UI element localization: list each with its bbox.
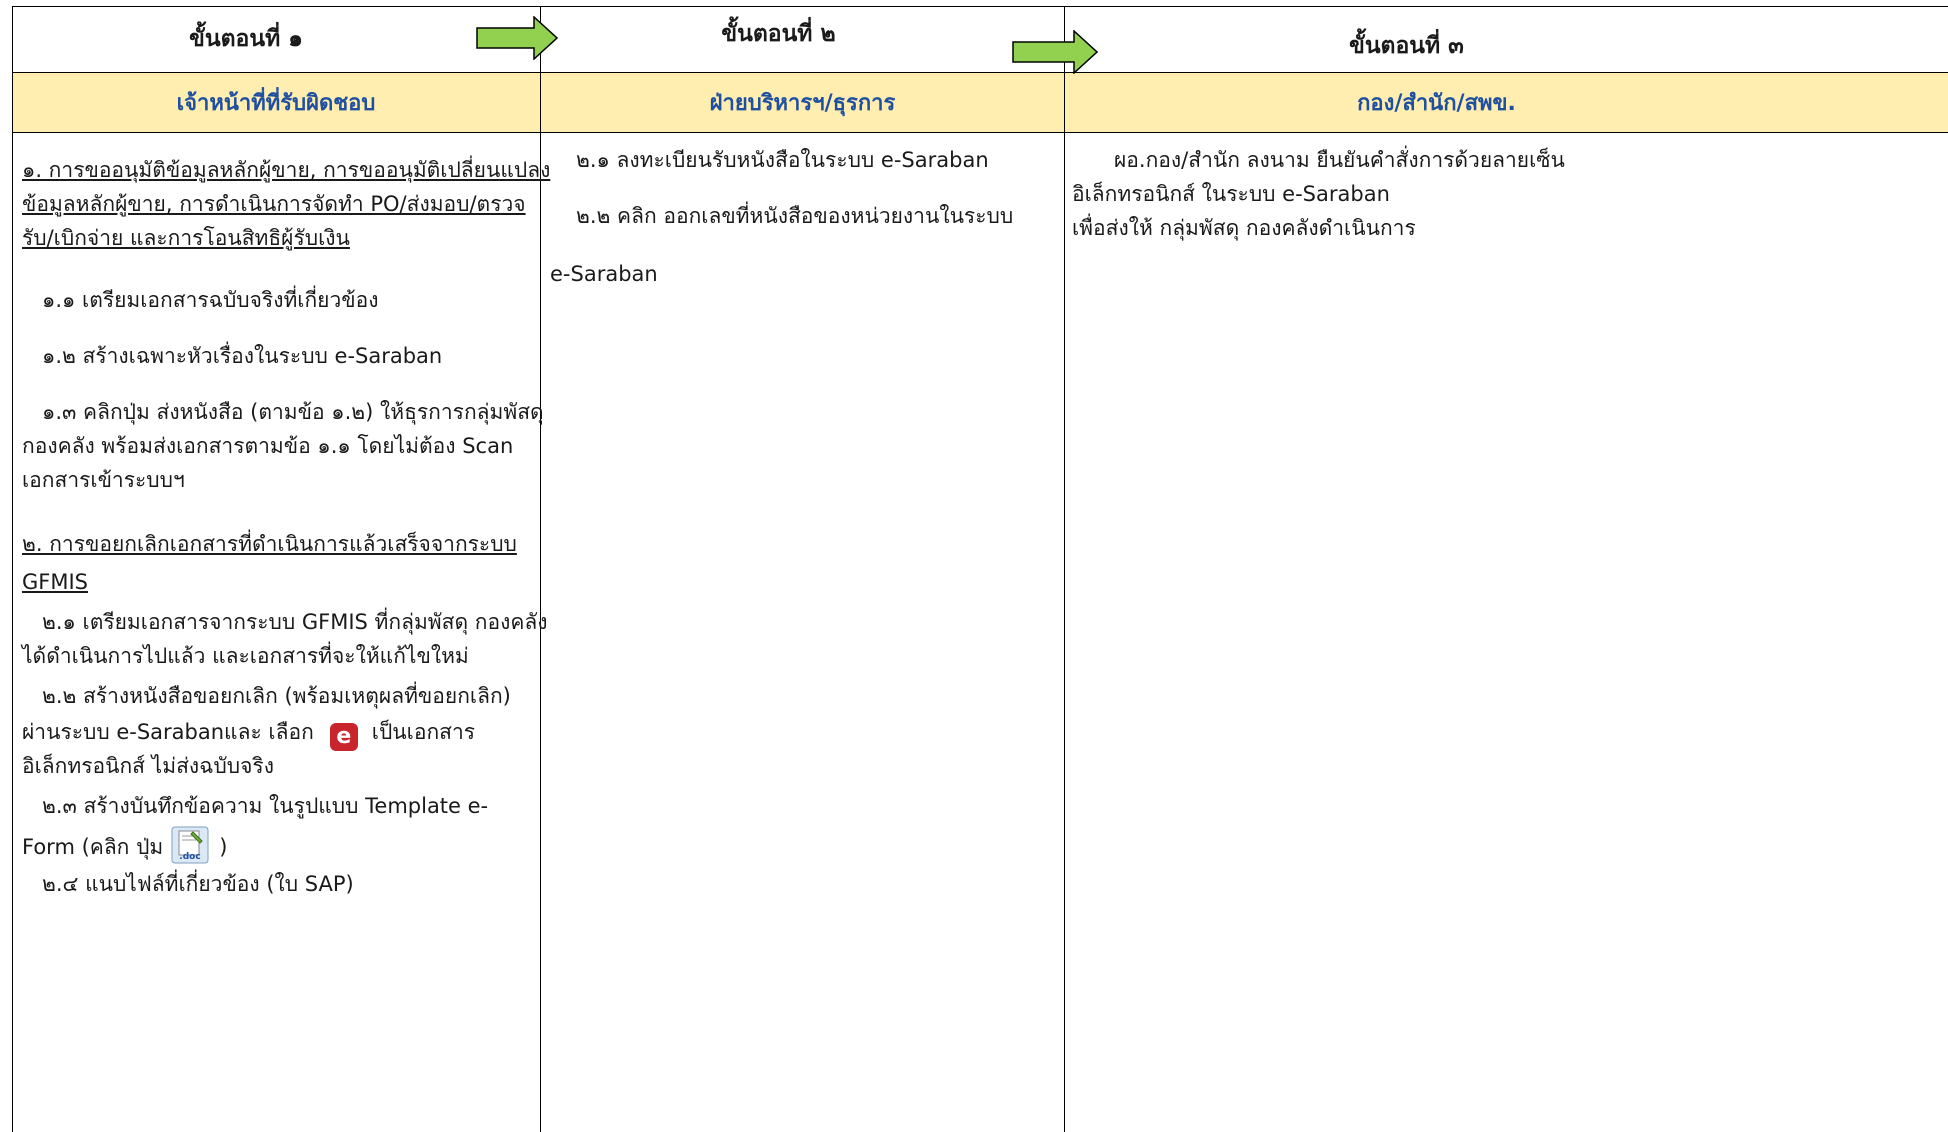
paragraph-line: ผอ.กอง/สำนัก ลงนาม ยืนยันคำสั่งการด้วยลายเซ็น	[1114, 148, 1565, 172]
list-item: e-Saraban	[550, 262, 658, 286]
svg-text:.doc: .doc	[179, 852, 201, 862]
workflow-table	[12, 6, 1948, 1132]
list-item-text: )	[219, 835, 228, 859]
row-divider	[12, 132, 1948, 133]
list-item-text: ผ่านระบบ e-Sarabanและ เลือก	[22, 720, 314, 744]
e-electronic-icon: e	[330, 723, 358, 751]
step-3-title: ขั้นตอนที่ ๓	[1349, 33, 1464, 59]
list-item: ๒.๒ สร้างหนังสือขอยกเลิก (พร้อมเหตุผลที่ขอยกเลิก)	[42, 684, 511, 708]
list-item	[22, 826, 227, 864]
role-label: กอง/สำนัก/สพข.	[1357, 91, 1516, 116]
list-item: ๒.๑ ลงทะเบียนรับหนังสือในระบบ e-Saraban	[576, 148, 989, 172]
role-responsible-officer	[12, 73, 540, 132]
list-item: ๑.๓ คลิกปุ่ม ส่งหนังสือ (ตามข้อ ๑.๒) ให้ธุรการกลุ่มพัสดุ	[42, 400, 544, 424]
section-2-heading: ๒. การขอยกเลิกเอกสารที่ดำเนินการแล้วเสร็จจากระบบ	[22, 532, 517, 556]
list-item-text: เป็นเอกสาร	[371, 720, 476, 744]
section-1-heading: ๑. การขออนุมัติข้อมูลหลักผู้ขาย, การขออนุมัติเปลี่ยนแปลง	[22, 158, 551, 182]
section-2-heading: GFMIS	[22, 570, 88, 594]
right-arrow-icon	[1012, 30, 1098, 74]
list-item-text: Form (คลิก ปุ่ม	[22, 835, 164, 859]
list-item: ๑.๒ สร้างเฉพาะหัวเรื่องในระบบ e-Saraban	[42, 344, 443, 368]
table-border-left	[12, 6, 13, 1132]
section-1-heading: รับ/เบิกจ่าย และการโอนสิทธิผู้รับเงิน	[22, 226, 350, 250]
list-item: เอกสารเข้าระบบฯ	[22, 468, 185, 492]
section-1-heading: ข้อมูลหลักผู้ขาย, การดำเนินการจัดทำ PO/ส่งมอบ/ตรวจ	[22, 192, 526, 216]
step-2-title: ขั้นตอนที่ ๒	[721, 21, 836, 47]
list-item: กองคลัง พร้อมส่งเอกสารตามข้อ ๑.๑ โดยไม่ต้อง Scan	[22, 434, 514, 458]
doc-template-icon	[171, 826, 209, 864]
step-3-header	[1065, 6, 1948, 72]
step-2-header	[541, 6, 1064, 72]
step-1-title: ขั้นตอนที่ ๑	[189, 26, 303, 52]
role-division-office	[1065, 73, 1948, 132]
list-item: ๑.๑ เตรียมเอกสารฉบับจริงที่เกี่ยวข้อง	[42, 288, 379, 312]
list-item: อิเล็กทรอนิกส์ ไม่ส่งฉบับจริง	[22, 754, 274, 778]
list-item: ๒.๓ สร้างบันทึกข้อความ ในรูปแบบ Template e-	[42, 794, 489, 818]
list-item: ๒.๔ แนบไฟล์ที่เกี่ยวข้อง (ใบ SAP)	[42, 872, 354, 896]
column-divider	[1064, 6, 1065, 1132]
right-arrow-icon	[476, 16, 558, 60]
list-item: ได้ดำเนินการไปแล้ว และเอกสารที่จะให้แก้ไขใหม่	[22, 644, 469, 668]
list-item: ๒.๒ คลิก ออกเลขที่หนังสือของหน่วยงานในระบบ	[576, 204, 1014, 228]
paragraph-line: เพื่อส่งให้ กลุ่มพัสดุ กองคลังดำเนินการ	[1072, 216, 1416, 240]
role-label: ฝ่ายบริหารฯ/ธุรการ	[709, 91, 896, 116]
paragraph-line: อิเล็กทรอนิกส์ ในระบบ e-Saraban	[1072, 182, 1390, 206]
step-1-header	[12, 6, 540, 72]
list-item	[22, 716, 475, 751]
role-admin-clerical	[541, 73, 1064, 132]
role-label: เจ้าหน้าที่ที่รับผิดชอบ	[176, 91, 376, 116]
list-item: ๒.๑ เตรียมเอกสารจากระบบ GFMIS ที่กลุ่มพัสดุ กองคลัง	[42, 610, 548, 634]
